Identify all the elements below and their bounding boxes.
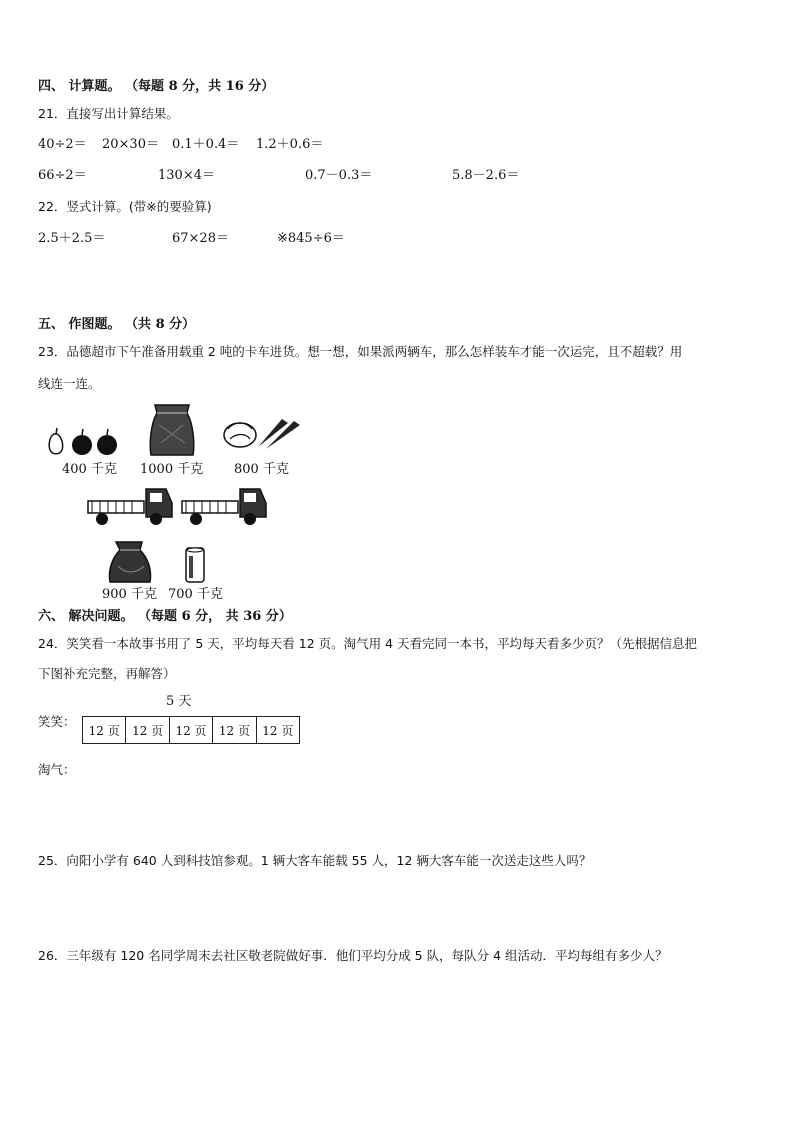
section-5-heading: 五、 作图题。 （共 8 分） bbox=[38, 317, 196, 332]
q21-item-2: 20×30＝ bbox=[102, 137, 159, 152]
page-segment: 12 页 bbox=[83, 717, 126, 743]
page-segment: 12 页 bbox=[170, 717, 213, 743]
q21-item-1: 40÷2＝ bbox=[38, 137, 87, 152]
diagram-taoqi-label: 淘气： bbox=[38, 762, 76, 777]
section-6-heading: 六、 解决问题。 （每题 6 分， 共 36 分） bbox=[38, 609, 292, 624]
q21-item-7: 0.7－0.3＝ bbox=[305, 168, 373, 183]
question-21-title: 21．直接写出计算结果。 bbox=[38, 106, 179, 121]
page-segment: 12 页 bbox=[262, 723, 294, 738]
q22-item-3: ※845÷6＝ bbox=[277, 231, 345, 246]
item-400kg-label: 400 千克 bbox=[62, 462, 117, 477]
section-4-heading: 四、 计算题。 （每题 8 分，共 16 分） bbox=[38, 79, 275, 94]
q22-item-1: 2.5＋2.5＝ bbox=[38, 231, 106, 246]
q22-item-2: 67×28＝ bbox=[172, 231, 229, 246]
q21-item-4: 1.2＋0.6＝ bbox=[256, 137, 324, 152]
item-1000kg-label: 1000 千克 bbox=[140, 462, 204, 477]
diagram-days-label: 5 天 bbox=[166, 694, 192, 709]
q21-item-5: 66÷2＝ bbox=[38, 168, 87, 183]
xiaoxiao-pages-bar bbox=[82, 716, 300, 744]
diagram-xiaoxiao-label: 笑笑： bbox=[38, 714, 76, 729]
question-23-line-1: 23．品德超市下午准备用载重 2 吨的卡车进货。想一想，如果派两辆车，那么怎样装车才能一次运完，且不超载？用 bbox=[38, 344, 683, 359]
truck-icon-right bbox=[180, 485, 268, 527]
q21-item-8: 5.8－2.6＝ bbox=[452, 168, 520, 183]
page-segment: 12 页 bbox=[213, 717, 256, 743]
vegetables-icon bbox=[220, 413, 304, 453]
truck-icon-left bbox=[86, 485, 174, 527]
sack-icon bbox=[147, 403, 197, 457]
item-700kg-label: 700 千克 bbox=[168, 587, 223, 602]
q21-item-6: 130×4＝ bbox=[158, 168, 215, 183]
question-26: 26．三年级有 120 名同学周末去社区敬老院做好事．他们平均分成 5 队，每队分 4 组活动．平均每组有多少人？ bbox=[38, 948, 668, 963]
barrel-icon bbox=[184, 546, 206, 584]
fruit-icon bbox=[46, 424, 122, 456]
question-22-title: 22．竖式计算。(带※的要验算) bbox=[38, 199, 212, 214]
item-900kg-label: 900 千克 bbox=[102, 587, 157, 602]
question-24-line-1: 24．笑笑看一本故事书用了 5 天，平均每天看 12 页。淘气用 4 天看完同一本书，平均每天看多少页？（先根据信息把 bbox=[38, 636, 698, 651]
question-24-line-2: 下图补充完整，再解答） bbox=[38, 666, 176, 681]
q21-item-3: 0.1＋0.4＝ bbox=[172, 137, 240, 152]
bag-icon bbox=[106, 540, 154, 584]
question-23-line-2: 线连一连。 bbox=[38, 376, 101, 391]
question-25: 25．向阳小学有 640 人到科技馆参观。1 辆大客车能载 55 人，12 辆大客车能一次送走这些人吗？ bbox=[38, 853, 592, 868]
page-segment: 12 页 bbox=[126, 717, 169, 743]
item-800kg-label: 800 千克 bbox=[234, 462, 289, 477]
